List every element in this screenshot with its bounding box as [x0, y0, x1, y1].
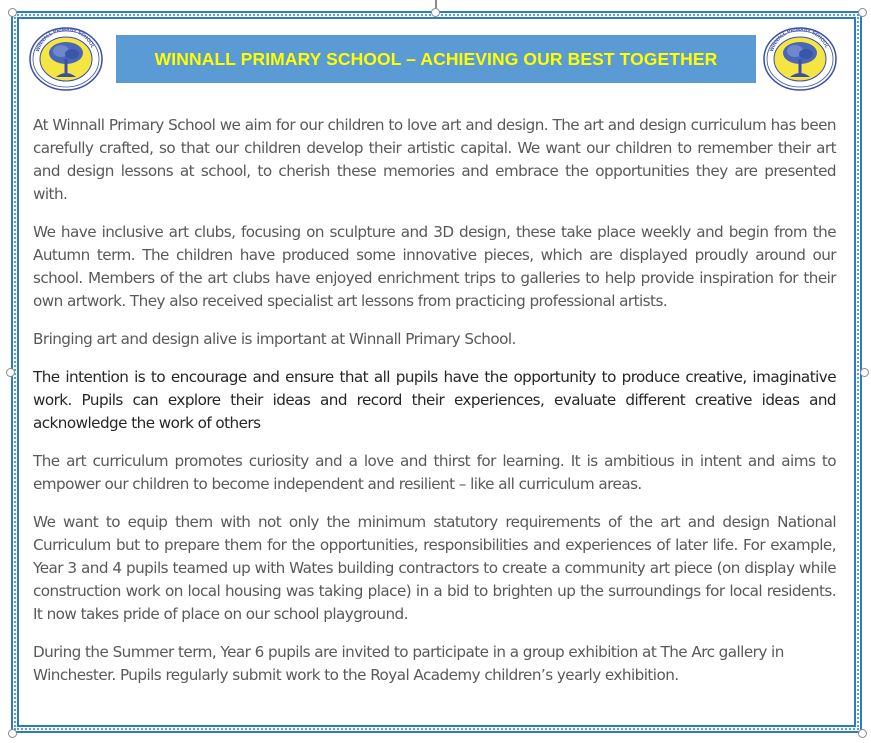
resize-handle-bottom-right[interactable]	[858, 729, 867, 738]
resize-handle-right[interactable]	[860, 368, 869, 377]
school-logo-right	[762, 27, 838, 91]
resize-handle-bottom-left[interactable]	[8, 729, 17, 738]
paragraph-equip: We want to equip them with not only the minimum statutory requirements of the art and design National Curriculum but to prepare them for the opportunities, responsibilities and experiences of later life. For example, Year 3 and 4 pupils teamed up with Wates building contractors to create a community art piece (on display while construction work on local housing was taking place) in a bid to brighten up the surroundings for local residents. It now takes pride of place on our school playground.	[33, 513, 836, 623]
paragraph-bringing-art-alive: Bringing art and design alive is important at Winnall Primary School.	[33, 330, 516, 348]
resize-handle-top-left[interactable]	[8, 8, 17, 17]
title-banner	[116, 35, 756, 83]
paragraph-summer-term: During the Summer term, Year 6 pupils are invited to participate in a group exhibition at The Arc gallery in Winchester. Pupils regularly submit work to the Royal Academy children’s yearly exhibition.	[33, 643, 784, 684]
paragraph-curriculum: The art curriculum promotes curiosity and a love and thirst for learning. It is ambitious in intent and aims to empower our children to become independent and resilient – like all curriculum areas.	[33, 452, 836, 493]
paragraph-art-clubs: We have inclusive art clubs, focusing on sculpture and 3D design, these take place weekly and begin from the Autumn term. The children have produced some innovative pieces, which are displayed proudly around our school. Members of the art clubs have enjoyed enrichment trips to galleries to help provide inspiration for their own artwork. They also received specialist art lessons from practicing professional artists.	[33, 223, 836, 310]
paragraph-intention: The intention is to encourage and ensure that all pupils have the opportunity to produce creative, imaginative work. Pupils can explore their ideas and record their experiences, evaluate different creative ideas and acknowledge the work of others	[33, 368, 836, 432]
paragraph-intro: At Winnall Primary School we aim for our children to love art and design. The art and design curriculum has been carefully crafted, so that our children develop their artistic capital. We want our children to remember their art and design lessons at school, to cherish these memories and embrace the opportunities they are presented with.	[33, 116, 836, 203]
document-body	[33, 114, 836, 702]
svg-text:WINNALL PRIMARY SCHOOL: WINNALL PRIMARY SCHOOL	[35, 27, 96, 53]
school-logo-left	[28, 27, 104, 91]
rotate-handle-line	[435, 0, 437, 8]
resize-handle-top[interactable]	[431, 8, 440, 17]
page-title: WINNALL PRIMARY SCHOOL – ACHIEVING OUR BEST TOGETHER	[154, 48, 718, 69]
svg-text:WINNALL PRIMARY SCHOOL: WINNALL PRIMARY SCHOOL	[769, 27, 830, 53]
resize-handle-left[interactable]	[6, 368, 15, 377]
resize-handle-top-right[interactable]	[858, 8, 867, 17]
